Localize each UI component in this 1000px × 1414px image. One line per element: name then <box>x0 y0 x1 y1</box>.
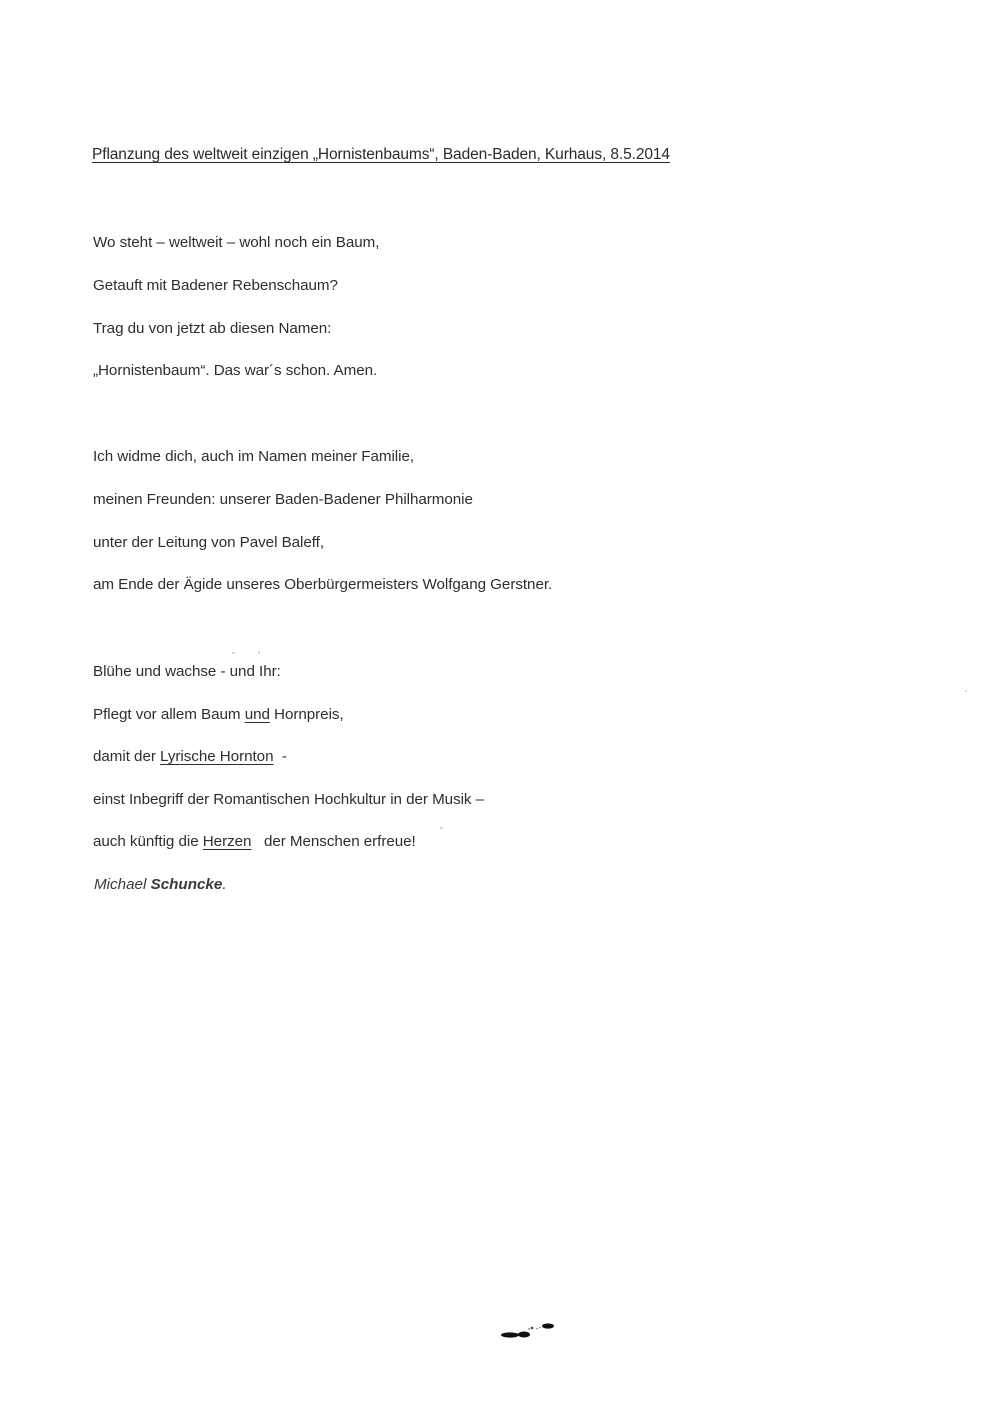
stanza3-line3 <box>93 748 287 765</box>
stanza2-line2: meinen Freunden: unserer Baden-Badener Philharmonie <box>93 491 473 508</box>
signature-first-name: Michael <box>94 876 151 893</box>
stanza3-line3-before: damit der <box>93 748 161 765</box>
stanza3-line5 <box>93 833 416 850</box>
stanza3-line2-after: Hornpreis, <box>269 706 344 723</box>
signature-suffix: . <box>222 876 227 893</box>
stanza3-line5-before: auch künftig die <box>93 833 203 850</box>
stanza3-line2 <box>93 706 344 723</box>
scan-speck <box>440 827 443 829</box>
signature <box>94 876 227 893</box>
scan-speck <box>965 690 967 692</box>
ink-smudge-icon <box>500 1318 570 1348</box>
underlined-herzen: Herzen <box>202 833 252 850</box>
stanza2-line1: Ich widme dich, auch im Namen meiner Familie, <box>93 448 415 465</box>
document-title: Pflanzung des weltweit einzigen „Hornistenbaums“, Baden-Baden, Kurhaus, 8.5.2014 <box>92 146 670 163</box>
underlined-und: und <box>244 706 270 723</box>
scan-speck <box>258 651 260 654</box>
stanza2-line4: am Ende der Ägide unseres Oberbürgermeisters Wolfgang Gerstner. <box>93 576 553 593</box>
signature-surname: Schuncke <box>150 876 223 893</box>
underlined-lyrische-hornton: Lyrische Hornton <box>160 748 274 765</box>
stanza3-line5-after: der Menschen erfreue! <box>251 833 416 850</box>
stanza1-line3: Trag du von jetzt ab diesen Namen: <box>93 320 332 337</box>
stanza3-line3-after: - <box>273 748 287 765</box>
stanza1-line4: „Hornistenbaum“. Das war´s schon. Amen. <box>93 362 378 379</box>
stanza2-line3: unter der Leitung von Pavel Baleff, <box>93 534 325 551</box>
scan-speck <box>232 652 235 654</box>
stanza3-line1: Blühe und wachse - und Ihr: <box>93 663 281 680</box>
stanza1-line1: Wo steht – weltweit – wohl noch ein Baum, <box>93 234 380 251</box>
stanza1-line2: Getauft mit Badener Rebenschaum? <box>93 277 338 294</box>
stanza3-line2-before: Pflegt vor allem Baum <box>93 706 245 723</box>
stanza3-line4: einst Inbegriff der Romantischen Hochkultur in der Musik – <box>93 791 485 808</box>
